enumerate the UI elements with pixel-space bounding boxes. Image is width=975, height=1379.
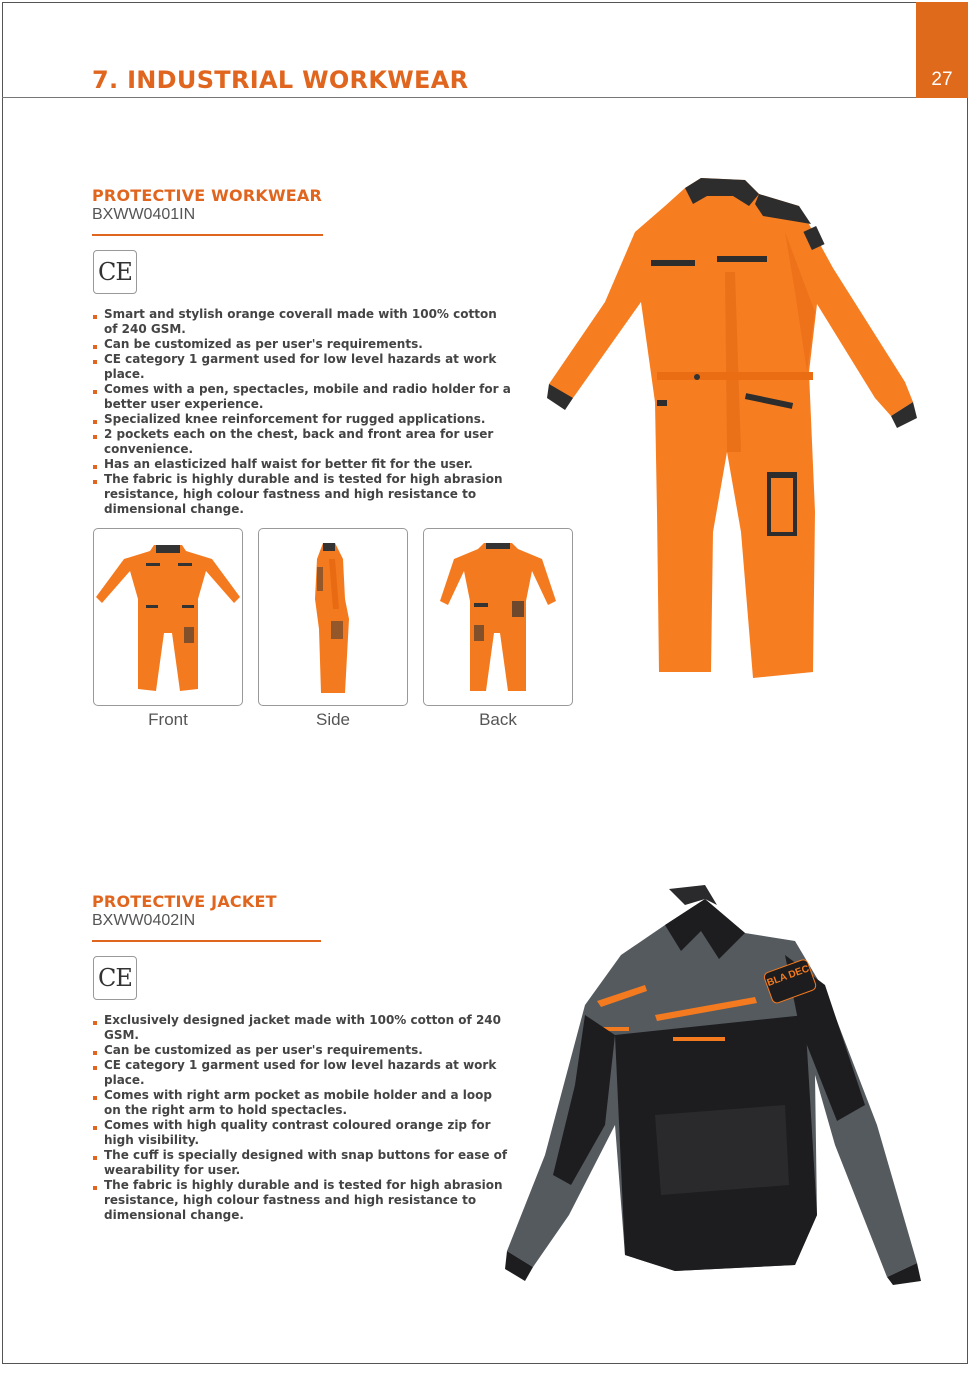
brand-badge-text: BLA DEC [765,963,811,989]
product-title-workwear: PROTECTIVE WORKWEAR [92,186,323,205]
list-item: Can be customized as per user's requirements. [92,337,512,352]
title-rule [92,940,321,942]
list-item: Exclusively designed jacket made with 100% cotton of 240 GSM. [92,1013,512,1043]
list-item: The cuff is specially designed with snap buttons for ease of wearability for user. [92,1148,512,1178]
thumbnail-label-back: Back [479,710,517,729]
coverall-side-icon [259,529,407,705]
orange-coverall-icon [545,172,920,682]
list-item: The fabric is highly durable and is tested for high abrasion resistance, high colour fastness and high resistance to dimensional change. [92,1178,512,1223]
page-number: 27 [931,69,953,90]
list-item: Specialized knee reinforcement for rugged applications. [92,412,512,427]
product-image-coverall [545,172,920,682]
list-item: The fabric is highly durable and is tested for high abrasion resistance, high colour fastness and high resistance to dimensional change. [92,472,512,517]
list-item: Comes with a pen, spectacles, mobile and radio holder for a better user experience. [92,382,512,412]
list-item: Smart and stylish orange coverall made with 100% cotton of 240 GSM. [92,307,512,337]
header-rule [2,97,916,98]
feature-list-jacket [92,1013,512,1223]
list-item: Can be customized as per user's requirements. [92,1043,512,1058]
ce-mark-icon: CE [93,956,137,1000]
product-code-jacket: BXWW0402IN [92,912,196,929]
list-item: Comes with high quality contrast coloured orange zip for high visibility. [92,1118,512,1148]
list-item: 2 pockets each on the chest, back and front area for user convenience. [92,427,512,457]
thumbnail-label-side: Side [315,710,351,729]
list-item: CE category 1 garment used for low level hazards at work place. [92,352,512,382]
thumbnail-front[interactable] [93,528,243,706]
grey-black-jacket-icon [505,885,925,1285]
ce-mark-icon: CE [93,250,137,294]
title-rule [92,234,323,236]
feature-list-workwear [92,307,512,517]
list-item: CE category 1 garment used for low level hazards at work place. [92,1058,512,1088]
product-image-jacket [505,885,925,1285]
coverall-front-icon [94,529,242,705]
list-item: Has an elasticized half waist for better fit for the user. [92,457,512,472]
thumbnail-label-front: Front [148,710,188,729]
section-title: 7. INDUSTRIAL WORKWEAR [92,66,469,94]
product-title-jacket: PROTECTIVE JACKET [92,892,277,911]
product-code-workwear: BXWW0401IN [92,206,196,223]
thumbnail-side[interactable] [258,528,408,706]
page-number-tab [916,2,968,98]
list-item: Comes with right arm pocket as mobile holder and a loop on the right arm to hold spectacles. [92,1088,512,1118]
